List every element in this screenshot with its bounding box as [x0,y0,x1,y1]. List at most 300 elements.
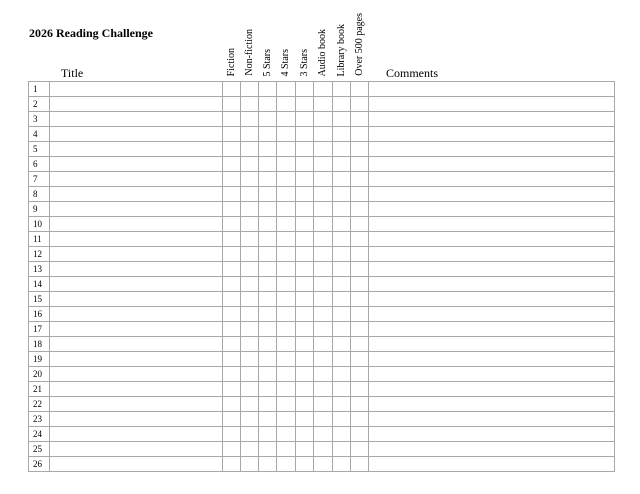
page-title: 2026 Reading Challenge [29,26,154,40]
audio-book-cell[interactable] [314,382,333,397]
comments-cell[interactable] [369,352,615,367]
non-fiction-cell[interactable] [241,142,259,157]
4-stars-cell[interactable] [277,442,296,457]
non-fiction-cell[interactable] [241,262,259,277]
over-500-pages-cell[interactable] [351,352,369,367]
library-book-cell[interactable] [333,442,351,457]
4-stars-cell[interactable] [277,412,296,427]
4-stars-cell[interactable] [277,142,296,157]
title-cell[interactable] [50,277,223,292]
column-header-non-fiction: Non-fiction [244,29,255,76]
title-cell[interactable] [50,142,223,157]
non-fiction-cell[interactable] [241,397,259,412]
non-fiction-cell[interactable] [241,382,259,397]
non-fiction-cell[interactable] [241,172,259,187]
audio-book-cell[interactable] [314,352,333,367]
comments-cell[interactable] [369,367,615,382]
audio-book-cell[interactable] [314,307,333,322]
fiction-cell[interactable] [223,97,241,112]
fiction-cell[interactable] [223,247,241,262]
table-row [29,262,615,277]
column-header-title: Title [61,66,84,80]
fiction-cell[interactable] [223,397,241,412]
fiction-cell[interactable] [223,322,241,337]
library-book-cell[interactable] [333,307,351,322]
over-500-pages-cell[interactable] [351,97,369,112]
title-cell[interactable] [50,307,223,322]
3-stars-cell[interactable] [296,442,314,457]
library-book-cell[interactable] [333,97,351,112]
table-row [29,232,615,247]
library-book-cell[interactable] [333,277,351,292]
row-number: 15 [29,292,50,307]
audio-book-cell[interactable] [314,397,333,412]
3-stars-cell[interactable] [296,112,314,127]
over-500-pages-cell[interactable] [351,202,369,217]
row-number: 14 [29,277,50,292]
library-book-cell[interactable] [333,217,351,232]
fiction-cell[interactable] [223,412,241,427]
library-book-cell[interactable] [333,337,351,352]
title-cell[interactable] [50,172,223,187]
fiction-cell[interactable] [223,142,241,157]
title-cell[interactable] [50,187,223,202]
5-stars-cell[interactable] [259,247,277,262]
title-cell[interactable] [50,367,223,382]
non-fiction-cell[interactable] [241,292,259,307]
over-500-pages-cell[interactable] [351,382,369,397]
title-cell[interactable] [50,127,223,142]
4-stars-cell[interactable] [277,277,296,292]
fiction-cell[interactable] [223,232,241,247]
fiction-cell[interactable] [223,367,241,382]
column-header-comments: Comments [386,66,439,80]
3-stars-cell[interactable] [296,397,314,412]
comments-cell[interactable] [369,142,615,157]
4-stars-cell[interactable] [277,82,296,97]
library-book-cell[interactable] [333,187,351,202]
title-cell[interactable] [50,292,223,307]
fiction-cell[interactable] [223,457,241,472]
non-fiction-cell[interactable] [241,352,259,367]
row-number: 10 [29,217,50,232]
row-number: 12 [29,247,50,262]
over-500-pages-cell[interactable] [351,367,369,382]
3-stars-cell[interactable] [296,307,314,322]
over-500-pages-cell[interactable] [351,457,369,472]
comments-cell[interactable] [369,262,615,277]
5-stars-cell[interactable] [259,112,277,127]
comments-cell[interactable] [369,307,615,322]
row-number: 16 [29,307,50,322]
over-500-pages-cell[interactable] [351,277,369,292]
3-stars-cell[interactable] [296,247,314,262]
comments-cell[interactable] [369,172,615,187]
3-stars-cell[interactable] [296,142,314,157]
table-row [29,457,615,472]
title-cell[interactable] [50,337,223,352]
fiction-cell[interactable] [223,157,241,172]
title-cell[interactable] [50,232,223,247]
non-fiction-cell[interactable] [241,412,259,427]
table-row [29,277,615,292]
audio-book-cell[interactable] [314,217,333,232]
audio-book-cell[interactable] [314,367,333,382]
4-stars-cell[interactable] [277,382,296,397]
library-book-cell[interactable] [333,397,351,412]
5-stars-cell[interactable] [259,397,277,412]
fiction-cell[interactable] [223,307,241,322]
audio-book-cell[interactable] [314,112,333,127]
over-500-pages-cell[interactable] [351,262,369,277]
over-500-pages-cell[interactable] [351,82,369,97]
audio-book-cell[interactable] [314,187,333,202]
5-stars-cell[interactable] [259,157,277,172]
4-stars-cell[interactable] [277,247,296,262]
non-fiction-cell[interactable] [241,277,259,292]
3-stars-cell[interactable] [296,217,314,232]
row-number: 18 [29,337,50,352]
fiction-cell[interactable] [223,127,241,142]
5-stars-cell[interactable] [259,202,277,217]
4-stars-cell[interactable] [277,217,296,232]
over-500-pages-cell[interactable] [351,337,369,352]
3-stars-cell[interactable] [296,187,314,202]
3-stars-cell[interactable] [296,367,314,382]
5-stars-cell[interactable] [259,427,277,442]
5-stars-cell[interactable] [259,457,277,472]
audio-book-cell[interactable] [314,157,333,172]
non-fiction-cell[interactable] [241,127,259,142]
library-book-cell[interactable] [333,427,351,442]
row-number: 11 [29,232,50,247]
table-row [29,142,615,157]
title-cell[interactable] [50,382,223,397]
over-500-pages-cell[interactable] [351,292,369,307]
fiction-cell[interactable] [223,352,241,367]
audio-book-cell[interactable] [314,427,333,442]
comments-cell[interactable] [369,337,615,352]
audio-book-cell[interactable] [314,142,333,157]
non-fiction-cell[interactable] [241,157,259,172]
fiction-cell[interactable] [223,337,241,352]
comments-cell[interactable] [369,247,615,262]
audio-book-cell[interactable] [314,97,333,112]
comments-cell[interactable] [369,127,615,142]
4-stars-cell[interactable] [277,112,296,127]
3-stars-cell[interactable] [296,457,314,472]
library-book-cell[interactable] [333,142,351,157]
non-fiction-cell[interactable] [241,232,259,247]
comments-cell[interactable] [369,292,615,307]
library-book-cell[interactable] [333,382,351,397]
3-stars-cell[interactable] [296,412,314,427]
audio-book-cell[interactable] [314,262,333,277]
title-cell[interactable] [50,397,223,412]
4-stars-cell[interactable] [277,202,296,217]
4-stars-cell[interactable] [277,262,296,277]
comments-cell[interactable] [369,202,615,217]
comments-cell[interactable] [369,427,615,442]
over-500-pages-cell[interactable] [351,187,369,202]
fiction-cell[interactable] [223,382,241,397]
non-fiction-cell[interactable] [241,112,259,127]
comments-cell[interactable] [369,217,615,232]
5-stars-cell[interactable] [259,337,277,352]
reading-log-table [28,81,615,472]
3-stars-cell[interactable] [296,127,314,142]
fiction-cell[interactable] [223,172,241,187]
5-stars-cell[interactable] [259,217,277,232]
column-header-3-stars: 3 Stars [299,48,310,76]
5-stars-cell[interactable] [259,262,277,277]
audio-book-cell[interactable] [314,292,333,307]
table-row [29,322,615,337]
comments-cell[interactable] [369,187,615,202]
3-stars-cell[interactable] [296,262,314,277]
non-fiction-cell[interactable] [241,427,259,442]
over-500-pages-cell[interactable] [351,397,369,412]
audio-book-cell[interactable] [314,127,333,142]
row-number: 19 [29,352,50,367]
3-stars-cell[interactable] [296,352,314,367]
3-stars-cell[interactable] [296,232,314,247]
over-500-pages-cell[interactable] [351,427,369,442]
comments-cell[interactable] [369,322,615,337]
4-stars-cell[interactable] [277,367,296,382]
non-fiction-cell[interactable] [241,247,259,262]
fiction-cell[interactable] [223,427,241,442]
non-fiction-cell[interactable] [241,367,259,382]
row-number: 6 [29,157,50,172]
audio-book-cell[interactable] [314,172,333,187]
audio-book-cell[interactable] [314,247,333,262]
non-fiction-cell[interactable] [241,442,259,457]
table-row [29,82,615,97]
library-book-cell[interactable] [333,172,351,187]
title-cell[interactable] [50,97,223,112]
4-stars-cell[interactable] [277,427,296,442]
comments-cell[interactable] [369,397,615,412]
over-500-pages-cell[interactable] [351,217,369,232]
non-fiction-cell[interactable] [241,307,259,322]
audio-book-cell[interactable] [314,82,333,97]
non-fiction-cell[interactable] [241,82,259,97]
non-fiction-cell[interactable] [241,202,259,217]
comments-cell[interactable] [369,157,615,172]
row-number: 24 [29,427,50,442]
library-book-cell[interactable] [333,202,351,217]
library-book-cell[interactable] [333,457,351,472]
4-stars-cell[interactable] [277,397,296,412]
3-stars-cell[interactable] [296,202,314,217]
fiction-cell[interactable] [223,112,241,127]
fiction-cell[interactable] [223,442,241,457]
5-stars-cell[interactable] [259,367,277,382]
3-stars-cell[interactable] [296,277,314,292]
comments-cell[interactable] [369,97,615,112]
5-stars-cell[interactable] [259,382,277,397]
5-stars-cell[interactable] [259,187,277,202]
5-stars-cell[interactable] [259,352,277,367]
3-stars-cell[interactable] [296,427,314,442]
title-cell[interactable] [50,322,223,337]
table-row [29,202,615,217]
4-stars-cell[interactable] [277,187,296,202]
5-stars-cell[interactable] [259,127,277,142]
library-book-cell[interactable] [333,157,351,172]
4-stars-cell[interactable] [277,457,296,472]
over-500-pages-cell[interactable] [351,412,369,427]
4-stars-cell[interactable] [277,157,296,172]
row-number: 13 [29,262,50,277]
title-cell[interactable] [50,262,223,277]
row-number: 1 [29,82,50,97]
4-stars-cell[interactable] [277,97,296,112]
5-stars-cell[interactable] [259,142,277,157]
audio-book-cell[interactable] [314,457,333,472]
comments-cell[interactable] [369,382,615,397]
table-row [29,112,615,127]
over-500-pages-cell[interactable] [351,307,369,322]
4-stars-cell[interactable] [277,337,296,352]
5-stars-cell[interactable] [259,307,277,322]
comments-cell[interactable] [369,442,615,457]
3-stars-cell[interactable] [296,382,314,397]
table-row [29,397,615,412]
non-fiction-cell[interactable] [241,97,259,112]
fiction-cell[interactable] [223,82,241,97]
audio-book-cell[interactable] [314,232,333,247]
fiction-cell[interactable] [223,262,241,277]
over-500-pages-cell[interactable] [351,442,369,457]
fiction-cell[interactable] [223,202,241,217]
library-book-cell[interactable] [333,112,351,127]
over-500-pages-cell[interactable] [351,142,369,157]
non-fiction-cell[interactable] [241,457,259,472]
non-fiction-cell[interactable] [241,187,259,202]
fiction-cell[interactable] [223,292,241,307]
over-500-pages-cell[interactable] [351,127,369,142]
comments-cell[interactable] [369,457,615,472]
comments-cell[interactable] [369,412,615,427]
table-row [29,217,615,232]
table-row [29,247,615,262]
3-stars-cell[interactable] [296,172,314,187]
row-number: 26 [29,457,50,472]
audio-book-cell[interactable] [314,337,333,352]
5-stars-cell[interactable] [259,82,277,97]
over-500-pages-cell[interactable] [351,172,369,187]
title-cell[interactable] [50,157,223,172]
over-500-pages-cell[interactable] [351,157,369,172]
fiction-cell[interactable] [223,187,241,202]
non-fiction-cell[interactable] [241,337,259,352]
comments-cell[interactable] [369,112,615,127]
title-cell[interactable] [50,82,223,97]
fiction-cell[interactable] [223,277,241,292]
library-book-cell[interactable] [333,322,351,337]
table-row [29,307,615,322]
5-stars-cell[interactable] [259,322,277,337]
comments-cell[interactable] [369,82,615,97]
title-cell[interactable] [50,457,223,472]
over-500-pages-cell[interactable] [351,112,369,127]
3-stars-cell[interactable] [296,292,314,307]
title-cell[interactable] [50,442,223,457]
4-stars-cell[interactable] [277,292,296,307]
table-row [29,382,615,397]
title-cell[interactable] [50,412,223,427]
non-fiction-cell[interactable] [241,322,259,337]
library-book-cell[interactable] [333,127,351,142]
library-book-cell[interactable] [333,352,351,367]
library-book-cell[interactable] [333,232,351,247]
audio-book-cell[interactable] [314,412,333,427]
non-fiction-cell[interactable] [241,217,259,232]
column-header-over-500-pages: Over 500 pages [354,13,365,76]
3-stars-cell[interactable] [296,82,314,97]
comments-cell[interactable] [369,277,615,292]
library-book-cell[interactable] [333,412,351,427]
audio-book-cell[interactable] [314,322,333,337]
column-header-library-book: Library book [336,23,347,76]
over-500-pages-cell[interactable] [351,247,369,262]
over-500-pages-cell[interactable] [351,232,369,247]
library-book-cell[interactable] [333,292,351,307]
library-book-cell[interactable] [333,247,351,262]
audio-book-cell[interactable] [314,442,333,457]
5-stars-cell[interactable] [259,292,277,307]
title-cell[interactable] [50,352,223,367]
5-stars-cell[interactable] [259,277,277,292]
row-number: 17 [29,322,50,337]
table-row [29,367,615,382]
fiction-cell[interactable] [223,217,241,232]
library-book-cell[interactable] [333,82,351,97]
4-stars-cell[interactable] [277,127,296,142]
audio-book-cell[interactable] [314,202,333,217]
3-stars-cell[interactable] [296,337,314,352]
5-stars-cell[interactable] [259,97,277,112]
title-cell[interactable] [50,217,223,232]
4-stars-cell[interactable] [277,307,296,322]
5-stars-cell[interactable] [259,232,277,247]
3-stars-cell[interactable] [296,97,314,112]
4-stars-cell[interactable] [277,352,296,367]
audio-book-cell[interactable] [314,277,333,292]
title-cell[interactable] [50,202,223,217]
title-cell[interactable] [50,112,223,127]
5-stars-cell[interactable] [259,172,277,187]
comments-cell[interactable] [369,232,615,247]
library-book-cell[interactable] [333,367,351,382]
library-book-cell[interactable] [333,262,351,277]
over-500-pages-cell[interactable] [351,322,369,337]
row-number: 7 [29,172,50,187]
4-stars-cell[interactable] [277,232,296,247]
5-stars-cell[interactable] [259,442,277,457]
4-stars-cell[interactable] [277,172,296,187]
3-stars-cell[interactable] [296,322,314,337]
row-number: 9 [29,202,50,217]
title-cell[interactable] [50,247,223,262]
title-cell[interactable] [50,427,223,442]
5-stars-cell[interactable] [259,412,277,427]
3-stars-cell[interactable] [296,157,314,172]
4-stars-cell[interactable] [277,322,296,337]
table-row [29,97,615,112]
